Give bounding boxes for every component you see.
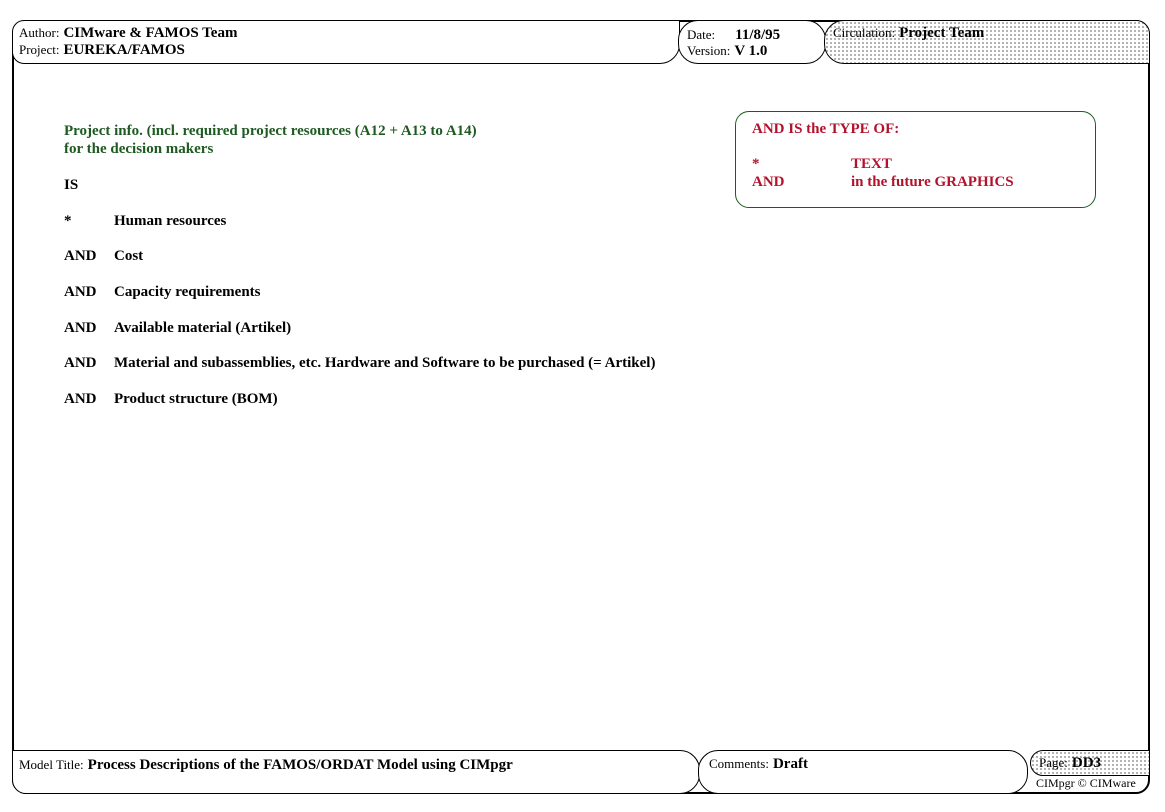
version-label: Version: xyxy=(687,43,731,58)
list-item-prefix: * xyxy=(64,213,72,229)
date-value: 11/8/95 xyxy=(735,27,781,43)
comments-value: Draft xyxy=(772,756,808,772)
is-label: IS xyxy=(64,177,79,193)
list-item-text: Cost xyxy=(114,248,144,264)
project-label: Project: xyxy=(19,42,60,57)
type-box-row-text: TEXT xyxy=(851,156,892,172)
copyright-text: CIMpgr © CIMware xyxy=(1036,776,1136,790)
list-item-text: Material and subassemblies, etc. Hardware and Software to be purchased (= Artikel) xyxy=(114,355,656,371)
list-item-text: Available material (Artikel) xyxy=(114,320,292,336)
type-box-row-prefix: AND xyxy=(752,174,785,190)
model-title-label: Model Title: xyxy=(19,757,84,772)
page-value: DD3 xyxy=(1071,755,1102,771)
list-item xyxy=(64,320,291,337)
page-number-box xyxy=(1030,750,1150,776)
list-item-text: Capacity requirements xyxy=(114,284,261,300)
author-label: Author: xyxy=(19,25,60,40)
list-item-prefix: AND xyxy=(64,248,97,264)
list-item xyxy=(64,213,226,230)
circulation-label: Circulation: xyxy=(833,25,896,40)
model-title-value: Process Descriptions of the FAMOS/ORDAT Model using CIMpgr xyxy=(87,757,513,773)
list-item-text: Product structure (BOM) xyxy=(114,391,278,407)
section-heading-line2: for the decision makers xyxy=(64,141,214,157)
page-label: Page: xyxy=(1039,755,1068,770)
list-item-text: Human resources xyxy=(114,213,227,229)
type-box-row xyxy=(752,174,1014,191)
type-box-row-prefix: * xyxy=(752,156,760,172)
list-item-prefix: AND xyxy=(64,355,97,371)
date-label: Date: xyxy=(687,27,716,42)
comments-label: Comments: xyxy=(709,756,769,771)
type-box-row xyxy=(752,156,892,173)
list-item-prefix: AND xyxy=(64,391,97,407)
model-title-box xyxy=(12,750,700,794)
author-project-box xyxy=(12,20,680,64)
type-box-title: AND IS the TYPE OF: xyxy=(752,121,900,137)
type-of-box xyxy=(735,111,1096,208)
author-value: CIMware & FAMOS Team xyxy=(63,25,238,41)
list-item xyxy=(64,355,655,372)
list-item-prefix: AND xyxy=(64,320,97,336)
date-version-box xyxy=(678,20,826,64)
project-value: EUREKA/FAMOS xyxy=(63,42,185,58)
section-heading-line1: Project info. (incl. required project resources (A12 + A13 to A14) xyxy=(64,123,477,139)
version-value: V 1.0 xyxy=(734,43,768,59)
circulation-value: Project Team xyxy=(899,25,985,41)
list-item xyxy=(64,248,143,265)
list-item xyxy=(64,284,261,301)
type-box-row-text: in the future GRAPHICS xyxy=(851,174,1014,190)
list-item xyxy=(64,391,278,408)
circulation-box xyxy=(824,20,1150,64)
list-item-prefix: AND xyxy=(64,284,97,300)
comments-box xyxy=(698,750,1028,794)
